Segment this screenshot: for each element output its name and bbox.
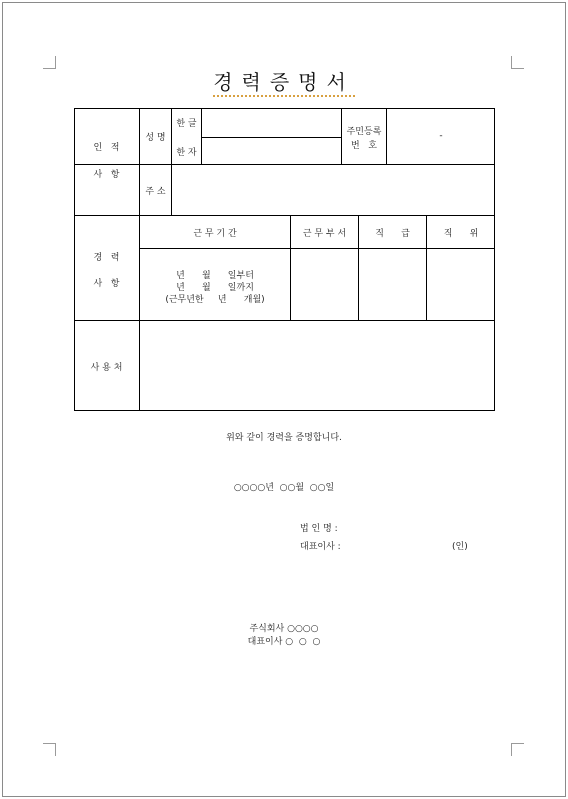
personal-section-label-2: 사 항 — [93, 170, 120, 180]
header-position: 직 위 — [443, 228, 479, 239]
corporate-name-label: 법 인 명 : — [300, 524, 338, 534]
crop-mark-bottom-left — [43, 743, 56, 756]
usage-label: 사 용 처 — [90, 362, 123, 373]
career-section-label-2: 사 항 — [93, 279, 120, 289]
seal-mark: (인) — [452, 542, 468, 552]
address-label: 주 소 — [145, 186, 166, 197]
personal-section-label-1: 인 적 — [93, 143, 120, 153]
period-to: 년 월 일까지 — [176, 283, 254, 293]
rrn-label-1: 주민등록 — [346, 127, 382, 137]
rrn-value: - — [439, 131, 443, 141]
issue-date: ○○○○년 ○○월 ○○일 — [233, 483, 335, 493]
statement: 위와 같이 경력을 증명합니다. — [226, 433, 342, 443]
name-label: 성 명 — [145, 132, 166, 143]
line — [201, 108, 202, 164]
document-title: 경력증명서 — [0, 66, 568, 95]
rrn-label-2: 번 호 — [351, 141, 377, 151]
ceo-name: 대표이사 ○ ○ ○ — [247, 637, 321, 647]
company-name: 주식회사 ○○○○ — [249, 624, 319, 634]
hangul-label: 한 글 — [176, 119, 197, 129]
representative-label: 대표이사 : — [300, 542, 341, 552]
period-from: 년 월 일부터 — [176, 271, 254, 281]
line — [74, 164, 495, 165]
period-duration: (근무년한 년 개월) — [165, 295, 265, 305]
line — [139, 248, 495, 249]
header-grade: 직 급 — [375, 228, 410, 239]
header-period: 근 무 기 간 — [193, 228, 237, 239]
hanja-label: 한 자 — [176, 147, 197, 158]
career-section-label-1: 경 력 — [93, 253, 120, 263]
header-department: 근 무 부 서 — [302, 228, 347, 239]
crop-mark-bottom-right — [511, 743, 524, 756]
line — [201, 137, 341, 138]
